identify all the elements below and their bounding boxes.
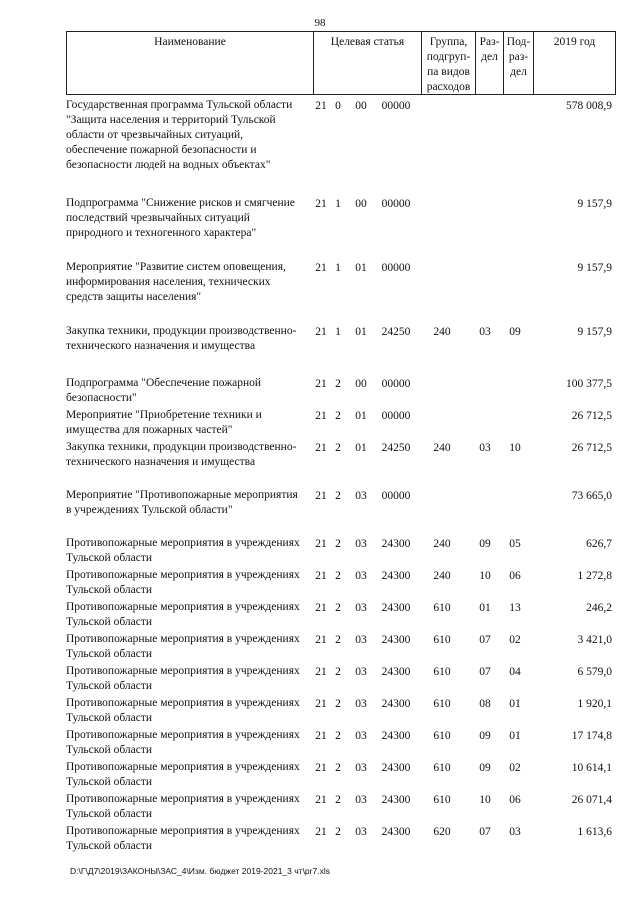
row-code-program: 21 — [315, 762, 327, 774]
header-group: Группа, подгруп-па видов расходов — [421, 32, 475, 94]
table-row — [0, 696, 640, 728]
row-subsection: 10 — [509, 442, 521, 454]
table-row — [0, 632, 640, 664]
row-subsection: 06 — [509, 570, 521, 582]
row-code-subprogram: 2 — [335, 634, 341, 646]
row-subsection: 06 — [509, 794, 521, 806]
row-code-program: 21 — [315, 826, 327, 838]
row-code-direction: 24300 — [381, 762, 411, 774]
row-amount: 1 920,1 — [577, 698, 612, 710]
row-name: Противопожарные мероприятия в учреждениях Тульской области — [66, 633, 300, 660]
row-amount: 246,2 — [586, 602, 612, 614]
row-name: Закупка техники, продукции производственно-технического назначения и имущества — [66, 325, 297, 352]
row-code-subprogram: 2 — [335, 602, 341, 614]
row-code-subprogram: 2 — [335, 826, 341, 838]
row-code-program: 21 — [315, 698, 327, 710]
header-year: 2019 год — [533, 32, 615, 94]
row-code-event: 03 — [355, 794, 367, 806]
table-row — [0, 568, 640, 600]
row-section: 01 — [479, 602, 491, 614]
row-name: Противопожарные мероприятия в учреждениях Тульской области — [66, 793, 300, 820]
table-row — [0, 98, 640, 196]
row-subsection: 04 — [509, 666, 521, 678]
row-code-event: 03 — [355, 666, 367, 678]
row-name: Противопожарные мероприятия в учреждениях Тульской области — [66, 537, 300, 564]
row-name: Подпрограмма "Снижение рисков и смягчение последствий чрезвычайных ситуаций природного и техногенного характера" — [66, 197, 295, 239]
row-code-program: 21 — [315, 602, 327, 614]
row-amount: 26 071,4 — [571, 794, 612, 806]
row-name: Противопожарные мероприятия в учреждениях Тульской области — [66, 569, 300, 596]
row-code-direction: 24300 — [381, 730, 411, 742]
row-code-direction: 24300 — [381, 666, 411, 678]
row-code-event: 03 — [355, 570, 367, 582]
row-code-subprogram: 0 — [335, 100, 341, 112]
row-code-subprogram: 2 — [335, 442, 341, 454]
header-target: Целевая статья — [313, 32, 421, 94]
row-code-event: 03 — [355, 602, 367, 614]
table-header — [66, 31, 616, 95]
row-subsection: 05 — [509, 538, 521, 550]
table-row — [0, 324, 640, 376]
row-section: 07 — [479, 826, 491, 838]
table-row — [0, 600, 640, 632]
row-amount: 26 712,5 — [571, 442, 612, 454]
row-code-program: 21 — [315, 198, 327, 210]
row-code-direction: 24300 — [381, 794, 411, 806]
row-amount: 9 157,9 — [577, 326, 612, 338]
row-code-subprogram: 1 — [335, 326, 341, 338]
row-code-direction: 00000 — [381, 262, 411, 274]
row-code-program: 21 — [315, 410, 327, 422]
table-row — [0, 536, 640, 568]
row-code-subprogram: 2 — [335, 666, 341, 678]
row-amount: 1 613,6 — [577, 826, 612, 838]
row-name: Государственная программа Тульской области "Защита населения и территорий Тульской области от чрезвычайных ситуаций, обеспечение пожарной безопасности и безопасности людей на водных объектах" — [66, 99, 293, 171]
row-code-event: 03 — [355, 698, 367, 710]
row-amount: 1 272,8 — [577, 570, 612, 582]
row-name: Мероприятие "Развитие систем оповещения, информирования населения, технических средств защиты населения" — [66, 261, 286, 303]
table-row — [0, 824, 640, 856]
row-code-direction: 24300 — [381, 602, 411, 614]
row-amount: 26 712,5 — [571, 410, 612, 422]
row-code-program: 21 — [315, 634, 327, 646]
row-code-program: 21 — [315, 490, 327, 502]
table-row — [0, 792, 640, 824]
row-subsection: 02 — [509, 634, 521, 646]
row-group: 610 — [433, 762, 451, 774]
file-path-footer: D:\Г\Д7\2019\ЗАКОНЫ\ЗАС_4\Изм. бюджет 2019-2021_3 чт\pr7.xls — [70, 866, 330, 876]
row-amount: 9 157,9 — [577, 262, 612, 274]
row-code-event: 03 — [355, 634, 367, 646]
row-code-program: 21 — [315, 666, 327, 678]
row-group: 610 — [433, 730, 451, 742]
row-code-direction: 24300 — [381, 538, 411, 550]
row-name: Противопожарные мероприятия в учреждениях Тульской области — [66, 761, 300, 788]
row-code-program: 21 — [315, 262, 327, 274]
row-name: Противопожарные мероприятия в учреждениях Тульской области — [66, 601, 300, 628]
row-group: 610 — [433, 634, 451, 646]
table-row — [0, 196, 640, 260]
row-section: 03 — [479, 442, 491, 454]
row-name: Противопожарные мероприятия в учреждениях Тульской области — [66, 729, 300, 756]
row-group: 610 — [433, 698, 451, 710]
row-code-subprogram: 2 — [335, 490, 341, 502]
row-name: Противопожарные мероприятия в учреждениях Тульской области — [66, 825, 300, 852]
row-section: 09 — [479, 538, 491, 550]
row-code-direction: 24300 — [381, 634, 411, 646]
row-amount: 578 008,9 — [566, 100, 612, 112]
table-row — [0, 260, 640, 324]
row-code-subprogram: 2 — [335, 794, 341, 806]
row-code-program: 21 — [315, 570, 327, 582]
table-row — [0, 664, 640, 696]
row-section: 09 — [479, 762, 491, 774]
row-group: 240 — [433, 442, 451, 454]
row-subsection: 01 — [509, 730, 521, 742]
row-code-program: 21 — [315, 730, 327, 742]
row-code-event: 03 — [355, 826, 367, 838]
row-subsection: 01 — [509, 698, 521, 710]
row-section: 07 — [479, 666, 491, 678]
row-group: 240 — [433, 326, 451, 338]
row-amount: 10 614,1 — [571, 762, 612, 774]
row-code-program: 21 — [315, 794, 327, 806]
row-subsection: 03 — [509, 826, 521, 838]
row-code-event: 00 — [355, 100, 367, 112]
row-section: 03 — [479, 326, 491, 338]
row-section: 08 — [479, 698, 491, 710]
header-section: Раз-дел — [475, 32, 503, 94]
row-code-event: 00 — [355, 378, 367, 390]
row-code-program: 21 — [315, 326, 327, 338]
row-code-event: 00 — [355, 198, 367, 210]
row-code-subprogram: 2 — [335, 570, 341, 582]
header-name: Наименование — [154, 36, 226, 48]
row-code-subprogram: 2 — [335, 698, 341, 710]
row-group: 610 — [433, 794, 451, 806]
row-code-subprogram: 1 — [335, 198, 341, 210]
row-section: 09 — [479, 730, 491, 742]
budget-table-body — [0, 98, 640, 856]
table-row — [0, 760, 640, 792]
row-amount: 9 157,9 — [577, 198, 612, 210]
table-row — [0, 440, 640, 488]
table-row — [0, 408, 640, 440]
row-code-event: 01 — [355, 410, 367, 422]
row-code-direction: 24300 — [381, 570, 411, 582]
row-section: 10 — [479, 794, 491, 806]
row-code-direction: 24250 — [381, 442, 411, 454]
row-code-subprogram: 1 — [335, 262, 341, 274]
row-name: Подпрограмма "Обеспечение пожарной безопасности" — [66, 377, 262, 404]
row-code-direction: 24250 — [381, 326, 411, 338]
row-code-direction: 00000 — [381, 198, 411, 210]
row-code-subprogram: 2 — [335, 762, 341, 774]
row-amount: 100 377,5 — [566, 378, 612, 390]
table-row — [0, 488, 640, 536]
row-name: Противопожарные мероприятия в учреждениях Тульской области — [66, 665, 300, 692]
row-code-direction: 00000 — [381, 410, 411, 422]
row-name: Мероприятие "Противопожарные мероприятия в учреждениях Тульской области" — [66, 489, 298, 516]
row-subsection: 13 — [509, 602, 521, 614]
row-code-subprogram: 2 — [335, 538, 341, 550]
row-code-event: 01 — [355, 262, 367, 274]
row-name: Мероприятие "Приобретение техники и имущества для пожарных частей" — [66, 409, 262, 436]
row-code-direction: 00000 — [381, 490, 411, 502]
row-group: 610 — [433, 666, 451, 678]
row-code-direction: 00000 — [381, 100, 411, 112]
row-code-subprogram: 2 — [335, 378, 341, 390]
row-code-subprogram: 2 — [335, 730, 341, 742]
row-amount: 3 421,0 — [577, 634, 612, 646]
row-group: 240 — [433, 538, 451, 550]
row-code-direction: 24300 — [381, 698, 411, 710]
row-group: 610 — [433, 602, 451, 614]
row-name: Закупка техники, продукции производственно-технического назначения и имущества — [66, 441, 297, 468]
row-amount: 626,7 — [586, 538, 612, 550]
row-code-program: 21 — [315, 538, 327, 550]
row-code-event: 03 — [355, 490, 367, 502]
table-row — [0, 728, 640, 760]
header-subsection: Под-раз-дел — [503, 32, 533, 94]
row-section: 07 — [479, 634, 491, 646]
row-group: 620 — [433, 826, 451, 838]
row-code-event: 03 — [355, 762, 367, 774]
row-code-event: 01 — [355, 326, 367, 338]
table-row — [0, 376, 640, 408]
row-subsection: 09 — [509, 326, 521, 338]
row-subsection: 02 — [509, 762, 521, 774]
row-code-program: 21 — [315, 378, 327, 390]
page-number: 98 — [314, 17, 326, 29]
row-code-direction: 24300 — [381, 826, 411, 838]
row-amount: 17 174,8 — [571, 730, 612, 742]
row-code-event: 03 — [355, 538, 367, 550]
row-code-program: 21 — [315, 442, 327, 454]
row-code-program: 21 — [315, 100, 327, 112]
row-section: 10 — [479, 570, 491, 582]
row-code-direction: 00000 — [381, 378, 411, 390]
row-code-event: 03 — [355, 730, 367, 742]
row-code-event: 01 — [355, 442, 367, 454]
row-code-subprogram: 2 — [335, 410, 341, 422]
row-amount: 73 665,0 — [571, 490, 612, 502]
row-group: 240 — [433, 570, 451, 582]
row-name: Противопожарные мероприятия в учреждениях Тульской области — [66, 697, 300, 724]
row-amount: 6 579,0 — [577, 666, 612, 678]
